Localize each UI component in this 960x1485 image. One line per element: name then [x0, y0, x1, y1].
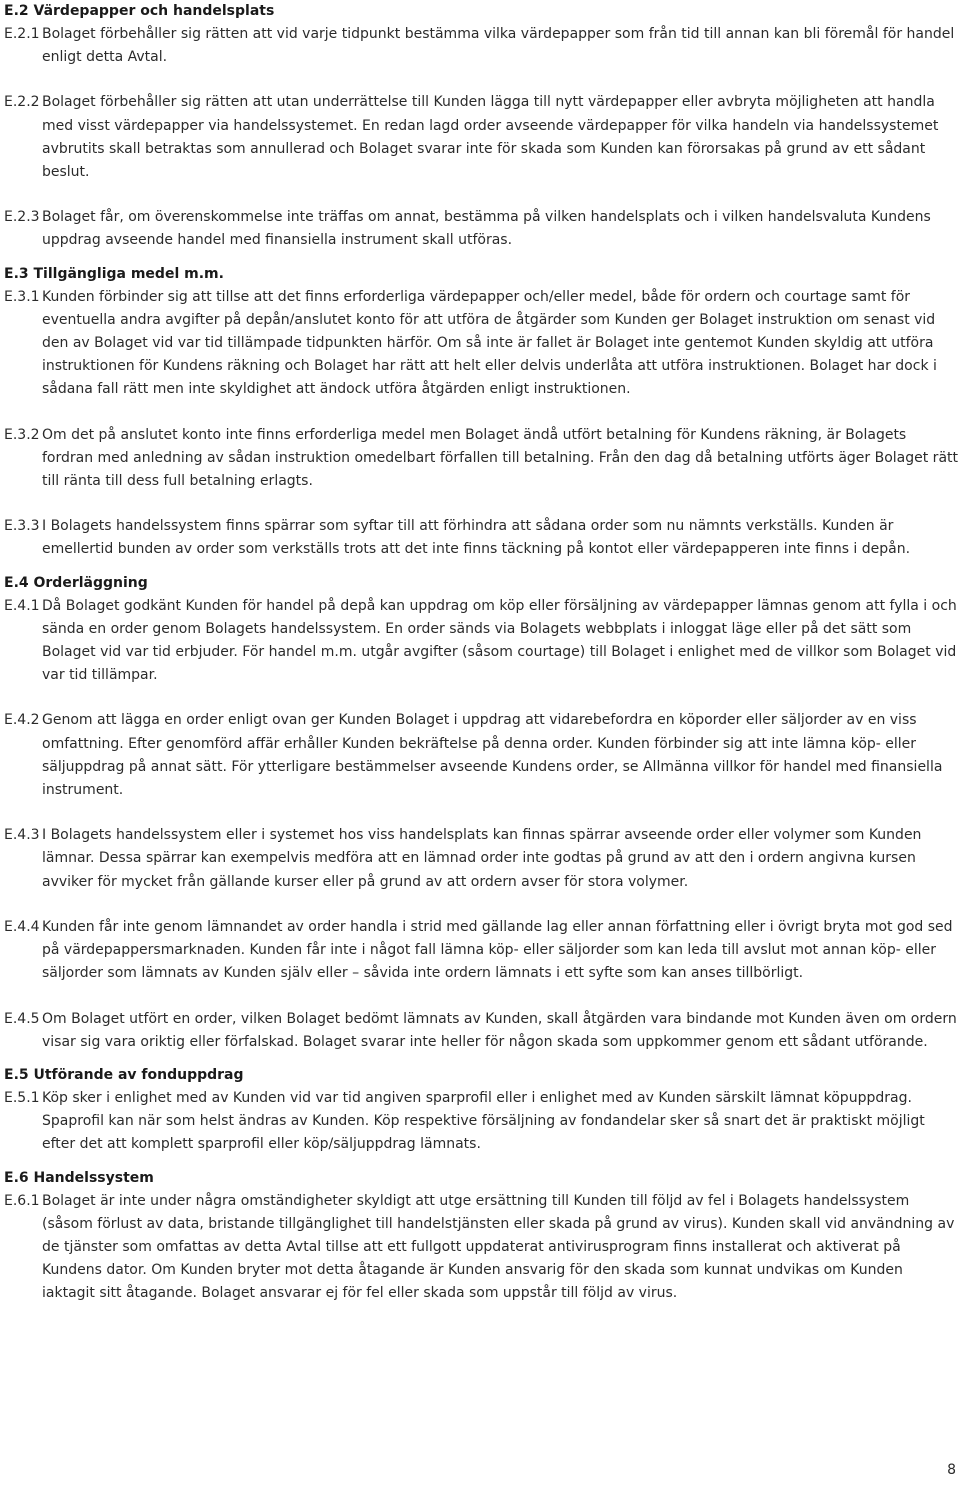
clause [4, 286, 958, 402]
clause-text: Kunden får inte genom lämnandet av order handla i strid med gällande lag eller annan författning eller i övrigt bryta mot god sed på värdepappersmarknaden. Kunden får inte i något fall lämna köp- eller säljorder som kan leda till avslut mot annan köp- eller säljorder som lämnats av Kunden själv eller – såvida inte ordern lämnats i ett syfte som kan anses tillbörligt. [42, 918, 953, 982]
clause [4, 515, 958, 561]
clause-text: Bolaget förbehåller sig rätten att vid varje tidpunkt bestämma vilka värdepapper som från tid till annan kan bli föremål för handel enligt detta Avtal. [42, 26, 955, 66]
clause-text: Bolaget förbehåller sig rätten att utan underrättelse till Kunden lägga till nytt värdepapper eller avbryta möjligheten att handla med visst värdepapper via handelssystemet. En redan lagd order avseende värdepapper för vilka handeln via handelssystemet avbrutits skall betraktas som annullerad och Bolaget svarar inte för skada som Kunden kan förorsakas på grund av ett sådant beslut. [42, 94, 939, 181]
clause [4, 595, 958, 688]
clause [4, 824, 958, 894]
clause-text: Bolaget är inte under några omständigheter skyldigt att utge ersättning till Kunden till följd av fel i Bolagets handelssystem (såsom förlust av data, bristande tillgänglighet till handelstjänsten eller skada på grund av virus). Kunden skall vid användning av de tjänster som omfattas av detta Avtal tillse att ett fullgott uppdaterat antivirusprogram finns installerat och aktiverat på Kundens dator. Om Kunden bryter mot detta åtagande är Kunden ansvarig för den skada som kunnat undvikas om Kunden iaktagit sitt åtagande. Bolaget ansvarar ej för fel eller skada som uppstår till följd av virus. [42, 1192, 955, 1302]
clause-number: E.4.1 [4, 597, 40, 614]
clause-number: E.4.2 [4, 712, 40, 729]
section-heading: E.4 Orderläggning [4, 574, 148, 591]
clause-text: I Bolagets handelssystem finns spärrar som syftar till att förhindra att sådana order som nu nämnts verkställs. Kunden är emellertid bunden av order som verkställs trots att det inte finns täckning på kontot eller värdepapperen inte finns i depån. [42, 518, 911, 558]
section-heading: E.5 Utförande av fonduppdrag [4, 1066, 244, 1083]
clause-number: E.2.3 [4, 209, 40, 226]
clause-number: E.5.1 [4, 1089, 40, 1106]
clause [4, 1087, 958, 1157]
clause-text: I Bolagets handelssystem eller i systemet hos viss handelsplats kan finnas spärrar avseende order eller volymer som Kunden lämnar. Dessa spärrar kan exempelvis medföra att en lämnad order inte godtas på grund av att den i ordern angivna kursen avviker för mycket från gällande kurser eller på grund av att ordern avser för stora volymer. [42, 827, 922, 890]
clause-number: E.2.2 [4, 94, 40, 111]
clause-number: E.6.1 [4, 1192, 40, 1209]
clause-text: Genom att lägga en order enligt ovan ger Kunden Bolaget i uppdrag att vidarebefordra en köporder eller säljorder av en viss omfattning. Efter genomförd affär erhåller Kunden bekräftelse på denna order. Kunden förbinder sig att inte lämna köp- eller säljuppdrag på annat sätt. För ytterligare bestämmelser avseende Kundens order, se Allmänna villkor för handel med finansiella instrument. [42, 712, 943, 799]
clause [4, 1190, 958, 1306]
clause-text: Bolaget får, om överenskommelse inte träffas om annat, bestämma på vilken handelsplats och i vilken handelsvaluta Kundens uppdrag avseende handel med finansiella instrument skall utföras. [42, 209, 931, 249]
section-heading: E.2 Värdepapper och handelsplats [4, 3, 275, 19]
clause [4, 91, 958, 184]
clause [4, 424, 958, 494]
section-heading: E.6 Handelssystem [4, 1169, 154, 1186]
clause [4, 206, 958, 252]
page-number: 8 [947, 1462, 956, 1478]
document-body [4, 0, 958, 1306]
clause-number: E.2.1 [4, 26, 40, 42]
clause-number: E.3.1 [4, 288, 40, 305]
clause-text: Om Bolaget utfört en order, vilken Bolaget bedömt lämnats av Kunden, skall åtgärden vara bindande mot Kunden även om ordern visar sig vara oriktig eller förfalskad. Bolaget svarar inte heller för någon skada som uppkommer genom ett sådant utförande. [42, 1010, 957, 1050]
clause-text: Då Bolaget godkänt Kunden för handel på depå kan uppdrag om köp eller försäljning av värdepapper lämnas genom att fylla i och sända en order genom Bolagets handelssystem. En order sänds via Bolagets webbplats i inloggat läge eller på det sätt som Bolaget vid var tid erbjuder. För handel m.m. utgår avgifter (såsom courtage) till Bolaget i enlighet med de villkor som Bolaget vid var tid tillämpar. [42, 597, 957, 684]
clause-text: Kunden förbinder sig att tillse att det finns erforderliga värdepapper och/eller medel, både för ordern och courtage samt för eventuella andra avgifter på depån/anslutet konto för att utföra de åtgärder som Kunden ger Bolaget instruktion om senast vid den av Bolaget vid var tid tillämpade tidpunkten härför. Om så inte är fallet är Bolaget inte gentemot Kunden skyldig att utföra instruktionen för Kundens räkning och Bolaget har rätt att helt eller delvis underlåta att utföra instruktionen. Bolaget har dock i sådana fall rätt men inte skyldighet att ändock utföra åtgärden enligt instruktionen. [42, 288, 937, 398]
clause-text: Köp sker i enlighet med av Kunden vid var tid angiven sparprofil eller i enlighet med av Kunden särskilt lämnat köpuppdrag. Spaprofil kan när som helst ändras av Kunden. Köp respektive försäljning av fondandelar sker så snart det är praktiskt möjligt efter det att komplett sparprofil eller köp/säljuppdrag lämnats. [42, 1089, 925, 1153]
clause-number: E.3.3 [4, 518, 40, 535]
clause [4, 709, 958, 802]
section-heading: E.3 Tillgängliga medel m.m. [4, 265, 224, 282]
clause-number: E.4.4 [4, 918, 40, 935]
clause-number: E.3.2 [4, 426, 40, 443]
clause-number: E.4.5 [4, 1010, 40, 1027]
clause [4, 23, 958, 69]
clause [4, 916, 958, 986]
clause [4, 1008, 958, 1054]
clause-number: E.4.3 [4, 827, 40, 844]
clause-text: Om det på anslutet konto inte finns erforderliga medel men Bolaget ändå utfört betalning för Kundens räkning, är Bolagets fordran med anledning av sådan instruktion omedelbart förfallen till betalning. Från den dag då betalning utförts äger Bolaget rätt till ränta till dess full betalning erlagts. [42, 426, 958, 490]
